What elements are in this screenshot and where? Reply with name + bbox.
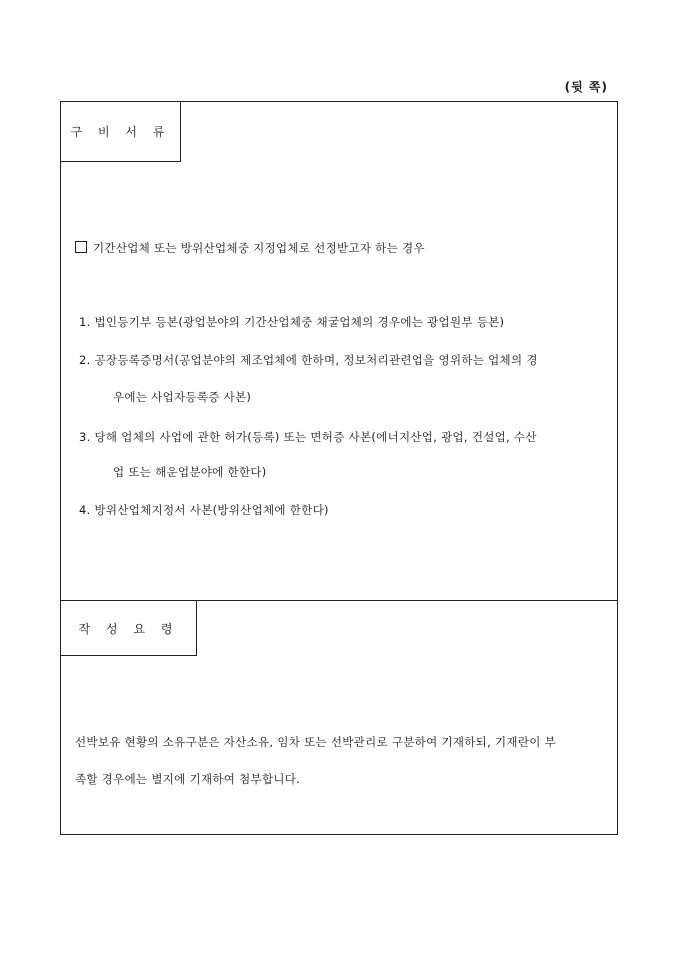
writing-guide-line-1: 선박보유 현황의 소유구분은 자산소유, 임차 또는 선박관리로 구분하여 기재하되, 기재란이 부 (75, 735, 557, 749)
doc-item-4: 4. 방위산업체지정서 사본(방위산업체에 한한다) (79, 503, 329, 517)
checkbox-icon[interactable] (75, 241, 87, 253)
doc-item-1: 1. 법인등기부 등본(광업분야의 기간산업체중 채굴업체의 경우에는 광업원부 등본) (79, 315, 505, 329)
form-box (60, 101, 618, 835)
required-documents-heading: 구 비 서 류 (61, 102, 181, 162)
doc-item-2-line2: 우에는 사업자등록증 사본) (113, 390, 252, 404)
required-documents-section (61, 102, 617, 601)
doc-item-3-line2: 업 또는 해운업분야에 한한다) (113, 465, 267, 479)
doc-item-2-line1: 2. 공장등록증명서(공업분야의 제조업체에 한하며, 정보처리관련업을 영위하는 업체의 경 (79, 353, 538, 367)
writing-guide-heading: 작 성 요 령 (61, 601, 197, 656)
writing-guide-line-2: 족할 경우에는 별지에 기재하여 첨부합니다. (75, 772, 301, 786)
doc-item-3-line1: 3. 당해 업체의 사업에 관한 허가(등록) 또는 면허증 사본(에너지산업, 광업, 건설업, 수산 (79, 430, 537, 444)
page-side-label: (뒷 쪽) (564, 80, 608, 94)
writing-guide-section (61, 601, 617, 834)
condition-text: 기간산업체 또는 방위산업체중 지정업체로 선정받고자 하는 경우 (93, 241, 425, 255)
condition-line (75, 240, 425, 256)
